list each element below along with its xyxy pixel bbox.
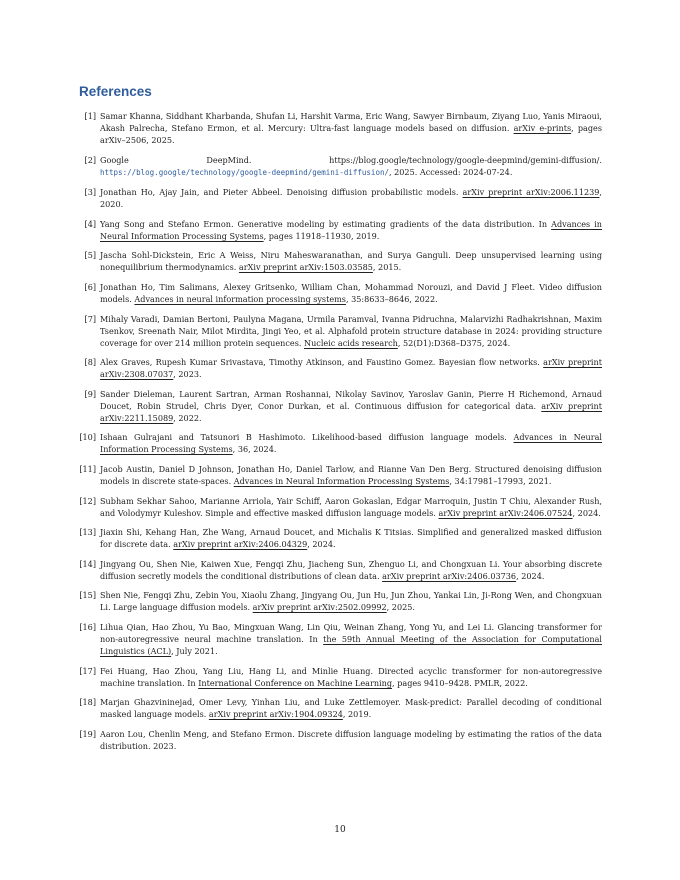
reference-number: [13] [79, 527, 96, 538]
reference-details: , pages 9410–9428. PMLR, 2022. [392, 677, 528, 688]
reference-number: [9] [84, 388, 96, 399]
reference-item [79, 463, 602, 487]
reference-venue-link[interactable]: arXiv preprint arXiv:2406.03736 [382, 570, 517, 581]
reference-details: , 2020. [100, 187, 602, 210]
reference-venue-link[interactable]: Advances in Neural Information Processing Systems [100, 218, 602, 241]
reference-number: [8] [84, 357, 96, 368]
reference-details: , 2022. [173, 412, 202, 423]
reference-item [79, 313, 602, 349]
reference-number: [4] [84, 218, 96, 229]
reference-venue-link[interactable]: arXiv preprint arXiv:2502.09992 [252, 602, 387, 613]
reference-authors-title: Alex Graves, Rupesh Kumar Srivastava, Timothy Atkinson, and Faustino Gomez. Bayesian flow networks. [100, 357, 540, 368]
reference-authors-title: Jascha Sohl-Dickstein, Eric A Weiss, Niru Maheswaranathan, and Surya Ganguli. Deep unsupervised learning using nonequilibrium thermodynamics. [100, 250, 602, 273]
reference-venue-link[interactable]: Advances in Neural Information Processing Systems [233, 475, 450, 486]
reference-number: [14] [79, 558, 96, 569]
reference-venue-link[interactable]: Advances in neural information processing systems [134, 293, 346, 304]
reference-authors-title: Marjan Ghazvininejad, Omer Levy, Yinhan Liu, and Luke Zettlemoyer. Mask-predict: Parallel decoding of conditional masked language models. [100, 697, 602, 720]
reference-details: , 52(D1):D368–D375, 2024. [397, 337, 511, 348]
reference-item [79, 218, 602, 242]
reference-item [79, 495, 602, 519]
reference-venue-link[interactable]: arXiv preprint arXiv:2406.04329 [173, 539, 308, 550]
reference-item [79, 356, 602, 380]
reference-details: , 2025. [386, 602, 415, 613]
reference-details: , pages 11918–11930, 2019. [263, 230, 380, 241]
reference-list [79, 110, 602, 759]
reference-authors-title: Lihua Qian, Hao Zhou, Yu Bao, Mingxuan Wang, Lin Qiu, Weinan Zhang, Yong Yu, and Lei Li. Glancing transformer for non-autoregressive neural machine translation. In [100, 621, 602, 644]
reference-item [79, 249, 602, 273]
reference-details: , 2024. [307, 539, 336, 550]
reference-venue-link[interactable]: Nucleic acids research [304, 337, 398, 348]
reference-item [79, 154, 602, 179]
reference-details: , 2025. Accessed: 2024-07-24. [388, 166, 513, 177]
reference-url-link[interactable]: https://blog.google/technology/google-deepmind/gemini-diffusion/ [100, 167, 389, 177]
reference-venue-link[interactable]: arXiv e-prints [513, 123, 572, 133]
reference-details: , July 2021. [171, 645, 218, 656]
reference-authors-title: Subham Sekhar Sahoo, Marianne Arriola, Yair Schiff, Aaron Gokaslan, Edgar Marroquin, Justin T Chiu, Alexander Rush, and Volodymyr Kuleshov. Simple and effective masked diffusion language models. [100, 495, 602, 518]
reference-item [79, 589, 602, 613]
reference-authors-title: Jiaxin Shi, Kehang Han, Zhe Wang, Arnaud Doucet, and Michalis K Titsias. Simplified and generalized masked diffusion for discrete data. [100, 527, 602, 550]
reference-authors-title: Samar Khanna, Siddhant Kharbanda, Shufan Li, Harshit Varma, Eric Wang, Sawyer Birnbaum, Ziyang Luo, Yanis Miraoui, Akash Palrecha, Stefano Ermon, et al. Mercury: Ultra-fast language models based on diffusion. [100, 111, 602, 133]
reference-item [79, 621, 602, 657]
reference-item [79, 431, 602, 455]
reference-venue-link[interactable]: arXiv preprint arXiv:2308.07037 [100, 357, 602, 380]
reference-number: [16] [79, 621, 96, 632]
reference-authors-title: Yang Song and Stefano Ermon. Generative modeling by estimating gradients of the data distribution. In [100, 218, 548, 229]
reference-details: , 35:8633–8646, 2022. [345, 293, 438, 304]
reference-authors-title: Sander Dieleman, Laurent Sartran, Arman Roshannai, Nikolay Savinov, Yaroslav Ganin, Pierre H Richemond, Arnaud Doucet, Robin Strudel, Chris Dyer, Conor Durkan, et al. Continuous diffusion for categorical data. [100, 388, 602, 411]
reference-number: [19] [79, 728, 96, 739]
reference-authors-title: Shen Nie, Fengqi Zhu, Zebin You, Xiaolu Zhang, Jingyang Ou, Jun Hu, Jun Zhou, Yankai Lin, Ji-Rong Wen, and Chongxuan Li. Large language diffusion models. [100, 590, 602, 613]
reference-item [79, 526, 602, 550]
reference-item [79, 281, 602, 305]
reference-authors-title: Aaron Lou, Chenlin Meng, and Stefano Ermon. Discrete diffusion language modeling by estimating the ratios of the data distribution. 2023. [100, 728, 602, 751]
reference-number: [11] [79, 463, 96, 474]
reference-number: [2] [84, 154, 96, 165]
reference-item [79, 558, 602, 582]
reference-item [79, 696, 602, 720]
reference-authors-title: Jonathan Ho, Tim Salimans, Alexey Gritsenko, William Chan, Mohammad Norouzi, and David J Fleet. Video diffusion models. [100, 281, 602, 304]
reference-details: , 34:17981–17993, 2021. [449, 475, 552, 486]
reference-number: [3] [84, 187, 96, 198]
reference-authors-title: Mihaly Varadi, Damian Bertoni, Paulyna Magana, Urmila Paramval, Ivanna Pidruchna, Malarvizhi Radhakrishnan, Maxim Tsenkov, Sreenath Nair, Milot Mirdita, Jingi Yeo, et al. Alphafold protein structure database in 2024: providing structure coverage for over 214 million protein sequences. [100, 313, 602, 348]
reference-authors-title: Jonathan Ho, Ajay Jain, and Pieter Abbeel. Denoising diffusion probabilistic models. [100, 187, 459, 198]
reference-details: , 36, 2024. [232, 444, 277, 455]
page-number: 10 [334, 825, 346, 835]
reference-item [79, 728, 602, 752]
reference-venue-link[interactable]: arXiv preprint arXiv:2406.07524 [438, 507, 573, 518]
reference-number: [12] [79, 495, 96, 506]
reference-item [79, 388, 602, 424]
reference-number: [17] [79, 665, 96, 676]
reference-venue-link[interactable]: arXiv preprint arXiv:1904.09324 [208, 709, 343, 720]
reference-details: , 2015. [372, 262, 402, 273]
reference-number: [10] [79, 432, 96, 443]
reference-details: , 2023. [173, 369, 202, 380]
reference-details: , 2019. [342, 709, 372, 720]
reference-number: [6] [84, 281, 96, 292]
reference-number: [18] [79, 697, 96, 708]
reference-venue-link[interactable]: arXiv preprint arXiv:1503.03585 [238, 262, 373, 273]
reference-venue-link[interactable]: arXiv preprint arXiv:2006.11239 [462, 187, 600, 198]
reference-venue-link[interactable]: Advances in Neural Information Processing Systems [100, 432, 602, 455]
reference-authors-title: Google DeepMind. https://blog.google/technology/google-deepmind/gemini-diffusion/. [100, 154, 602, 165]
reference-details: , 2024. [572, 507, 601, 518]
reference-details: , pages arXiv–2506, 2025. [100, 123, 603, 145]
reference-authors-title: Ishaan Gulrajani and Tatsunori B Hashimoto. Likelihood-based diffusion language models. [100, 432, 507, 443]
reference-venue-link[interactable]: arXiv preprint arXiv:2211.15089 [100, 400, 602, 423]
reference-venue-link[interactable]: International Conference on Machine Learning [198, 677, 393, 688]
reference-number: [7] [84, 313, 96, 324]
reference-number: [1] [84, 111, 96, 121]
reference-number: [5] [84, 250, 96, 261]
reference-number: [15] [79, 590, 96, 601]
reference-item [79, 186, 602, 210]
reference-authors-title: Jingyang Ou, Shen Nie, Kaiwen Xue, Fengqi Zhu, Jiacheng Sun, Zhenguo Li, and Chongxuan Li. Your absorbing discrete diffusion secretly models the conditional distributions of clean data. [100, 558, 602, 581]
reference-details: , 2024. [516, 570, 545, 581]
reference-authors-title: Fei Huang, Hao Zhou, Yang Liu, Hang Li, and Minlie Huang. Directed acyclic transformer for non-autoregressive machine translation. In [100, 665, 602, 688]
reference-authors-title: Jacob Austin, Daniel D Johnson, Jonathan Ho, Daniel Tarlow, and Rianne Van Den Berg. Structured denoising diffusion models in discrete state-spaces. [100, 463, 602, 486]
reference-item [79, 665, 602, 689]
references-heading: References [79, 84, 152, 99]
reference-item [79, 110, 602, 146]
reference-venue-link[interactable]: the 59th Annual Meeting of the Association for Computational Linguistics (ACL) [100, 633, 603, 656]
